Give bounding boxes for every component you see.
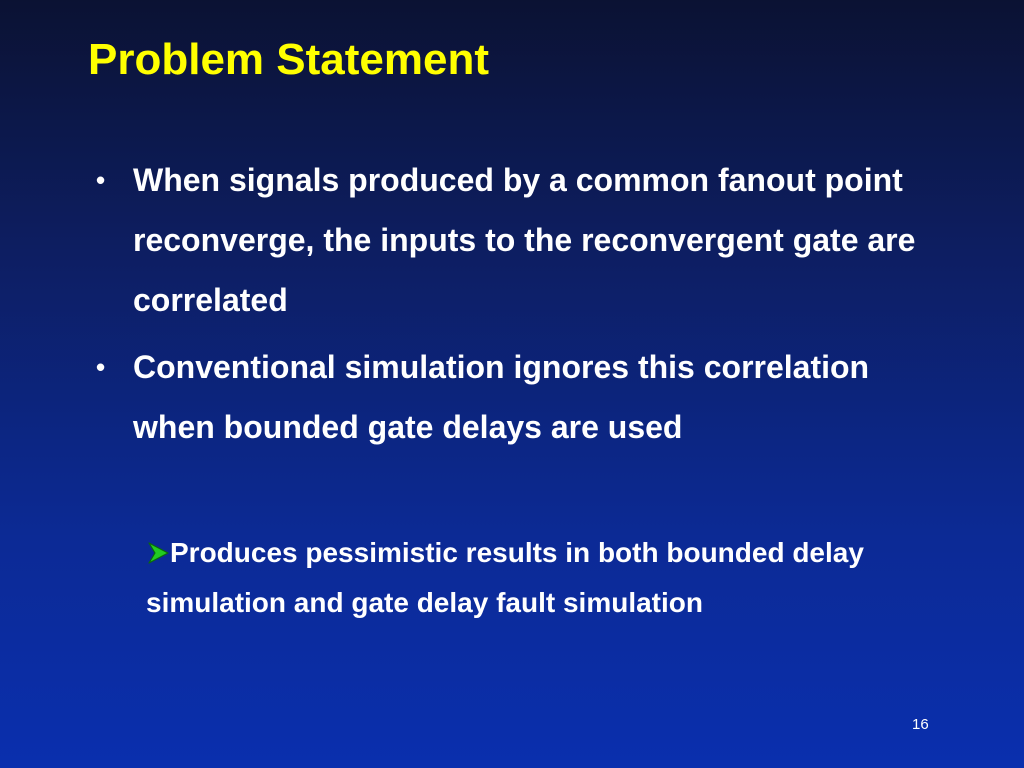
- bullet-marker: •: [96, 165, 106, 195]
- bullet-item: [96, 337, 946, 457]
- sub-bullet-text: Produces pessimistic results in both bounded delay simulation and gate delay fault simulation: [146, 537, 864, 618]
- arrow-icon: [146, 541, 170, 565]
- bullet-text: Conventional simulation ignores this correlation when bounded gate delays are used: [133, 349, 870, 445]
- bullet-marker: •: [96, 352, 106, 382]
- sub-bullet-item: [146, 528, 946, 628]
- bullet-list: [96, 150, 946, 457]
- bullet-item: [96, 150, 946, 330]
- slide-title: Problem Statement: [88, 35, 489, 84]
- page-number: 16: [912, 716, 929, 733]
- bullet-text: When signals produced by a common fanout point reconverge, the inputs to the reconvergent gate are correlated: [133, 162, 916, 318]
